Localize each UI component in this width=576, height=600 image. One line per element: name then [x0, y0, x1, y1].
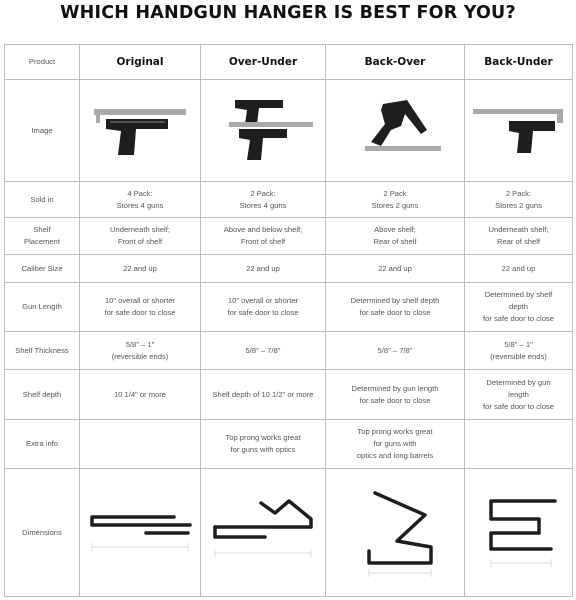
row-shelf-placement — [5, 218, 573, 255]
row-caliber-size — [5, 255, 573, 283]
hanger-wire-diagram-icon — [345, 485, 445, 581]
cell-extra-info — [465, 420, 573, 469]
cell-shelf-depth: Determined by gun length for safe door to close — [326, 370, 465, 420]
cell-shelf-placement: Above shelf; Rear of shelf — [326, 218, 465, 255]
hanger-wire-diagram-icon — [471, 493, 567, 573]
row-label-dimensions: Dimensions — [5, 469, 80, 597]
dimensions-back-under — [465, 469, 573, 597]
header-original: Original — [80, 45, 201, 80]
cell-shelf-depth: Determined by gun length for safe door to close — [465, 370, 573, 420]
cell-shelf-thickness: 5/8" – 1" (reversible ends) — [465, 332, 573, 370]
header-back-over: Back-Over — [326, 45, 465, 80]
cell-extra-info: Top prong works great for guns with optics and long barrels — [326, 420, 465, 469]
cell-sold-in: 2 Pack: Stores 2 guns — [465, 182, 573, 218]
cell-shelf-thickness: 5/8" – 7/8" — [326, 332, 465, 370]
cell-sold-in: 2 Pack: Stores 4 guns — [201, 182, 326, 218]
cell-shelf-placement: Underneath shelf; Rear of shelf — [465, 218, 573, 255]
header-row — [5, 45, 573, 80]
header-product: Product — [5, 45, 80, 80]
cell-gun-length: 10" overall or shorter for safe door to close — [201, 283, 326, 332]
dimensions-original — [80, 469, 201, 597]
cell-caliber-size: 22 and up — [465, 255, 573, 283]
handgun-on-hanger-icon — [213, 96, 313, 166]
row-dimensions — [5, 469, 573, 597]
row-shelf-thickness — [5, 332, 573, 370]
image-over-under — [201, 80, 326, 182]
cell-shelf-thickness: 5/8" – 1" (reversible ends) — [80, 332, 201, 370]
row-gun-length — [5, 283, 573, 332]
row-image — [5, 80, 573, 182]
hanger-wire-diagram-icon — [84, 503, 196, 563]
handgun-on-hanger-icon — [345, 96, 445, 166]
cell-extra-info: Top prong works great for guns with optics — [201, 420, 326, 469]
cell-gun-length: Determined by shelf depth for safe door to close — [326, 283, 465, 332]
row-label-shelf-placement: Shelf Placement — [5, 218, 80, 255]
cell-gun-length: 10" overall or shorter for safe door to close — [80, 283, 201, 332]
image-back-under — [465, 80, 573, 182]
image-original — [80, 80, 201, 182]
handgun-on-hanger-icon — [90, 101, 190, 161]
dimensions-back-over — [326, 469, 465, 597]
header-over-under: Over-Under — [201, 45, 326, 80]
cell-caliber-size: 22 and up — [326, 255, 465, 283]
comparison-table — [4, 44, 573, 597]
header-back-under: Back-Under — [465, 45, 573, 80]
row-extra-info — [5, 420, 573, 469]
cell-shelf-depth: 10 1/4" or more — [80, 370, 201, 420]
cell-caliber-size: 22 and up — [201, 255, 326, 283]
cell-shelf-depth: Shelf depth of 10 1/2" or more — [201, 370, 326, 420]
row-label-sold-in: Sold in — [5, 182, 80, 218]
row-label-image: Image — [5, 80, 80, 182]
cell-shelf-placement: Underneath shelf; Front of shelf — [80, 218, 201, 255]
row-label-gun-length: Gun Length — [5, 283, 80, 332]
row-label-shelf-thickness: Shelf Thickness — [5, 332, 80, 370]
cell-sold-in: 2 Pack Stores 2 guns — [326, 182, 465, 218]
cell-caliber-size: 22 and up — [80, 255, 201, 283]
cell-shelf-thickness: 5/8" – 7/8" — [201, 332, 326, 370]
cell-extra-info — [80, 420, 201, 469]
row-label-caliber-size: Caliber Size — [5, 255, 80, 283]
row-shelf-depth — [5, 370, 573, 420]
cell-shelf-placement: Above and below shelf; Front of shelf — [201, 218, 326, 255]
image-back-over — [326, 80, 465, 182]
hanger-wire-diagram-icon — [205, 493, 321, 573]
cell-sold-in: 4 Pack: Stores 4 guns — [80, 182, 201, 218]
handgun-on-hanger-icon — [469, 101, 569, 161]
row-sold-in — [5, 182, 573, 218]
page-title: WHICH HANDGUN HANGER IS BEST FOR YOU? — [60, 3, 516, 23]
cell-gun-length: Determined by shelf depth for safe door to close — [465, 283, 573, 332]
row-label-shelf-depth: Shelf depth — [5, 370, 80, 420]
row-label-extra-info: Extra info — [5, 420, 80, 469]
dimensions-over-under — [201, 469, 326, 597]
